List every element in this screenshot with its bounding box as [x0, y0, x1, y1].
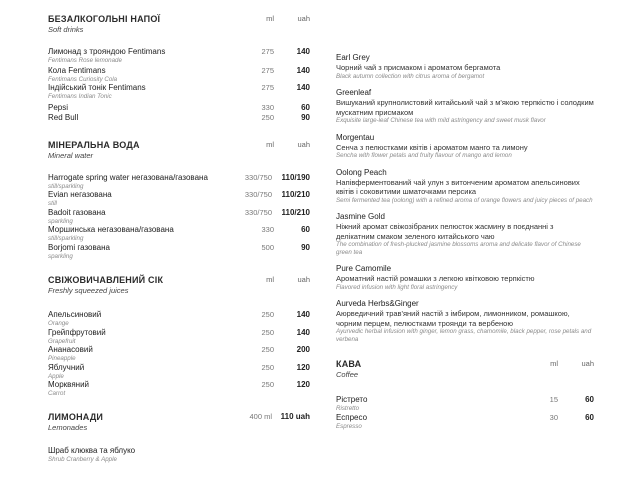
tea-description-ua: Напівферментований чай улун з витонченим ароматом апельсинових квітів і соковитими шматочками персика — [336, 177, 580, 196]
item-name: Harrogate spring water негазована/газована — [48, 172, 208, 182]
item-name: Pepsi — [48, 102, 69, 112]
tea-name: Jasmine Gold — [336, 212, 385, 221]
tea-description-ua: Ніжний аромат свіжозібраних пелюсток жасмину в поєднанні з делікатним смаком зеленого китайського чаю — [336, 222, 554, 241]
tea-description-ua: Аюрведичний трав'яний настій з імбиром, лимонником, ромашкою, чорним перцем, пелюстками троянди та вербеною — [336, 309, 570, 328]
menu-item — [48, 446, 310, 464]
menu-item — [48, 66, 310, 84]
item-ml: 15 — [549, 395, 558, 404]
item-desc: Orange — [48, 320, 69, 327]
tea-description-en: Flavored infusion with light floral astringency — [336, 283, 458, 291]
tea-description-en: The combination of fresh-plucked jasmine blossoms aroma and delicate flavor of Chinese green tea — [336, 241, 581, 256]
item-desc: still/sparkling — [48, 182, 84, 190]
menu-item — [48, 345, 310, 363]
tea-description-ua: Вишуканий крупнолистовий китайський чай з м'якою терпкістю і солодким мускатним присмаком — [336, 98, 594, 117]
item-price: 60 — [301, 225, 310, 234]
item-price: 140 — [296, 65, 310, 75]
left-column — [48, 14, 310, 463]
menu-item — [48, 328, 310, 346]
item-name: Індійський тонік Fentimans — [48, 83, 146, 92]
menu-item — [48, 310, 310, 328]
right-column — [336, 53, 594, 430]
lemonade-ml: 400 ml — [249, 411, 272, 421]
item-name: Рістрето — [336, 395, 368, 404]
lemonade-price: 110 uah — [280, 411, 310, 421]
menu-item — [48, 47, 310, 65]
item-price: 140 — [296, 83, 310, 92]
item-desc: Fentimans Curiosity Cola — [48, 75, 118, 83]
item-price: 200 — [296, 345, 310, 354]
item-name: Грейпфрутовий — [48, 327, 106, 337]
item-desc: Espresso — [336, 422, 362, 430]
section-title: СВІЖОВИЧАВЛЕНИЙ СІК — [48, 275, 164, 285]
item-name: Red Bull — [48, 112, 79, 122]
item-desc: Pineapple — [48, 355, 76, 362]
item-price: 110/210 — [281, 190, 310, 199]
item-desc: Grapefruit — [48, 337, 76, 345]
item-price: 140 — [296, 310, 310, 319]
item-desc: Ristretto — [336, 405, 360, 412]
item-desc: still — [48, 200, 57, 207]
item-price: 90 — [301, 112, 310, 122]
item-ml: 250 — [261, 112, 274, 122]
item-name: Яблучний — [48, 362, 85, 372]
section-subtitle: Lemonades — [48, 422, 88, 432]
section-title: БЕЗАЛКОГОЛЬНІ НАПОЇ — [48, 14, 161, 24]
tea-description-ua: Ароматний настій ромашки з легкою квітковою терпкістю — [336, 274, 535, 283]
item-price: 120 — [296, 362, 310, 372]
lemonades-header — [48, 412, 310, 434]
menu-item — [48, 243, 310, 261]
tea-name: Earl Grey — [336, 53, 370, 62]
item-price: 140 — [296, 327, 310, 337]
menu-item — [48, 225, 310, 243]
tea-item — [336, 212, 594, 256]
uah-column-header: uah — [297, 14, 310, 23]
soft-drinks-header — [48, 14, 310, 36]
item-ml: 330/750 — [244, 207, 272, 217]
item-desc: Fentimans Indian Tonic — [48, 93, 112, 100]
item-price: 60 — [585, 395, 594, 404]
tea-description-en: Semi fermented tea (oolong) with a refined aroma of orange flowers and juicy pieces of peach — [336, 196, 593, 204]
ml-column-header: ml — [266, 14, 274, 23]
item-ml: 250 — [261, 310, 274, 319]
tea-item — [336, 299, 594, 343]
item-ml: 330 — [261, 102, 274, 112]
section-subtitle: Freshly squeezed juices — [48, 286, 129, 295]
coffee-header — [336, 359, 594, 381]
menu-item — [336, 413, 594, 431]
tea-description-en: Sencha with flower petals and fruity flavour of mango and lemon — [336, 152, 512, 159]
item-desc: still/sparkling — [48, 235, 84, 242]
section-subtitle: Coffee — [336, 370, 359, 379]
item-ml: 275 — [261, 47, 274, 56]
section-title: МІНЕРАЛЬНА ВОДА — [48, 139, 140, 150]
tea-description-ua: Чорний чай з присмаком і ароматом бергамота — [336, 63, 501, 72]
item-ml: 275 — [261, 65, 274, 75]
uah-column-header: uah — [581, 359, 594, 368]
tea-description-en: Ayurvedic herbal infusion with ginger, lemon grass, chamomile, black pepper, rose petals and verbena — [336, 328, 592, 343]
item-desc: Shrub Cranberry & Apple — [48, 455, 117, 463]
item-name: Кола Fentimans — [48, 65, 106, 75]
tea-name: Oolong Peach — [336, 167, 387, 177]
tea-name: Pure Camomile — [336, 264, 392, 273]
item-price: 140 — [296, 47, 310, 56]
section-subtitle: Mineral water — [48, 150, 94, 160]
item-name: Морквяний — [48, 380, 89, 389]
item-desc: sparkling — [48, 252, 73, 260]
menu-item — [336, 395, 594, 413]
menu-item — [48, 380, 310, 398]
tea-item — [336, 53, 594, 80]
item-price: 110/190 — [281, 172, 310, 182]
item-name: Ананасовий — [48, 345, 93, 354]
menu-item — [48, 113, 310, 123]
section-subtitle: Soft drinks — [48, 25, 84, 34]
item-name: Лимонад з трояндою Fentimans — [48, 47, 166, 56]
section-title: ЛИМОНАДИ — [48, 411, 104, 422]
item-price: 110/210 — [281, 207, 310, 217]
uah-column-header: uah — [297, 139, 310, 149]
item-desc: Fentimans Rose lemonade — [48, 57, 122, 64]
item-price: 120 — [296, 380, 310, 389]
menu-item — [48, 83, 310, 101]
menu-item — [48, 363, 310, 381]
item-name: Borjomi газована — [48, 242, 110, 252]
item-ml: 30 — [549, 412, 558, 422]
item-desc: sparkling — [48, 217, 73, 225]
item-desc: Apple — [48, 372, 64, 380]
item-price: 60 — [301, 102, 310, 112]
tea-name: Greenleaf — [336, 88, 372, 97]
item-ml: 330 — [261, 225, 274, 234]
tea-name: Morgentau — [336, 132, 375, 142]
item-price: 90 — [301, 242, 310, 252]
item-name: Моршинська негазована/газована — [48, 225, 174, 234]
menu-item — [48, 190, 310, 208]
item-ml: 250 — [261, 345, 274, 354]
ml-column-header: ml — [266, 139, 274, 149]
tea-description-ua: Сенча з пелюстками квітів і ароматом манго та лимону — [336, 142, 528, 152]
item-ml: 250 — [261, 380, 274, 389]
tea-item — [336, 168, 594, 205]
item-name: Evian негазована — [48, 190, 112, 199]
item-ml: 250 — [261, 362, 274, 372]
mineral-water-header — [48, 140, 310, 162]
item-ml: 330/750 — [244, 190, 272, 199]
ml-column-header: ml — [266, 275, 274, 284]
item-ml: 500 — [261, 242, 274, 252]
item-name: Badoit газована — [48, 207, 106, 217]
tea-item — [336, 133, 594, 160]
item-ml: 275 — [261, 83, 274, 92]
menu-item — [48, 103, 310, 113]
tea-name: Aurveda Herbs&Ginger — [336, 299, 419, 308]
item-name: Шраб клюква та яблуко — [48, 445, 136, 455]
item-ml: 330/750 — [244, 172, 272, 182]
item-desc: Carrot — [48, 390, 66, 397]
item-ml: 250 — [261, 327, 274, 337]
tea-description-en: Black autumn collection with citrus aroma of bergamot — [336, 72, 485, 80]
tea-item — [336, 88, 594, 125]
menu-item — [48, 208, 310, 226]
menu-item — [48, 173, 310, 191]
section-title: КАВА — [336, 359, 362, 369]
uah-column-header: uah — [297, 275, 310, 284]
item-name: Еспресо — [336, 412, 368, 422]
ml-column-header: ml — [550, 359, 558, 368]
item-name: Апельсиновий — [48, 310, 102, 319]
tea-description-en: Exquisite large-leaf Chinese tea with mild astringency and sweet musk flavor — [336, 117, 546, 124]
tea-item — [336, 264, 594, 291]
juices-header — [48, 275, 310, 297]
item-price: 60 — [585, 412, 594, 422]
